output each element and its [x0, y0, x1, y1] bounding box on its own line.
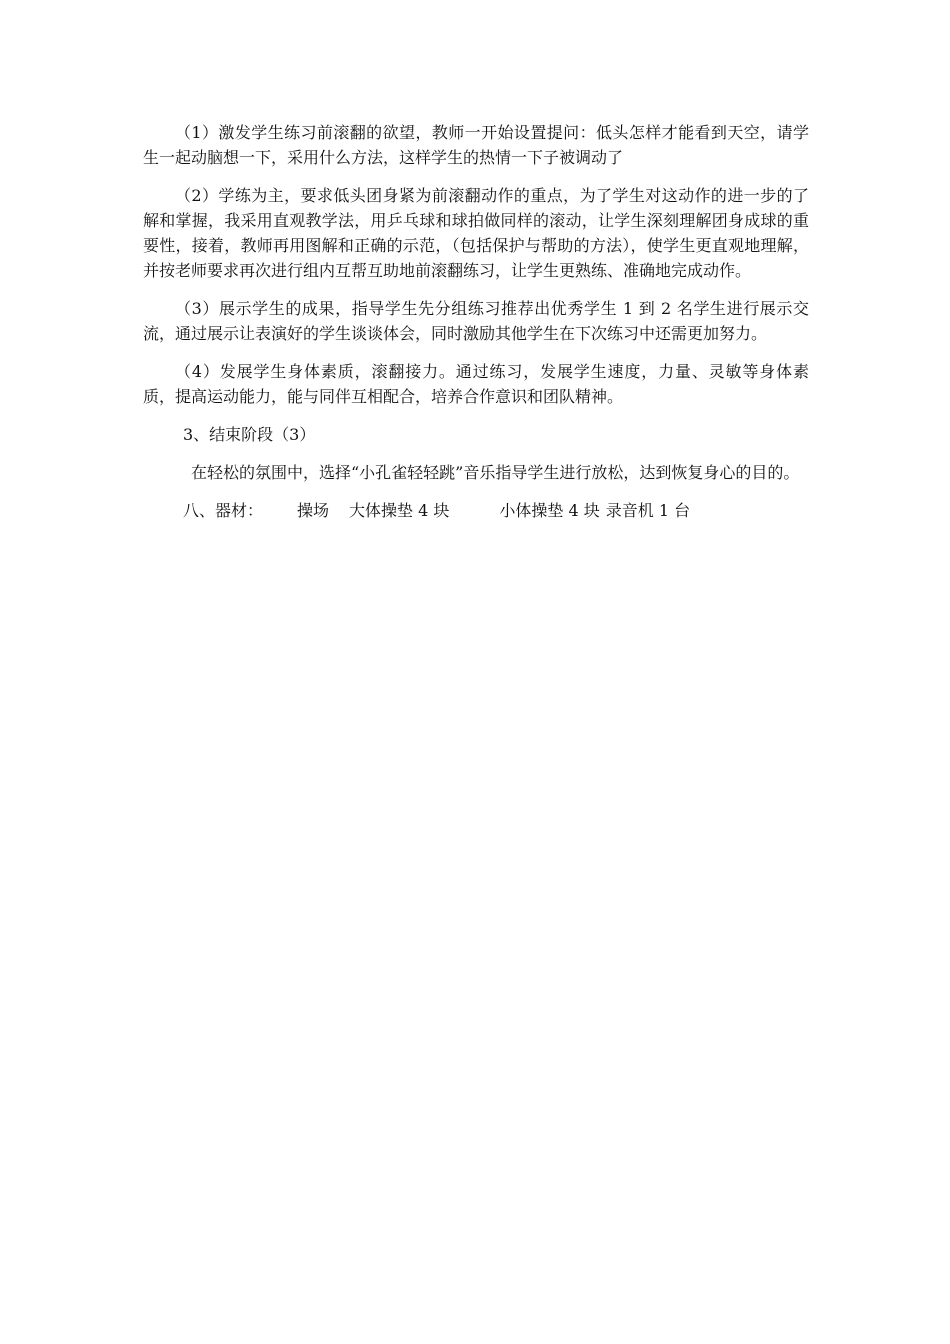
- equipment-label: 八、器材：: [183, 501, 264, 520]
- closing-paragraph: 在轻松的氛围中，选择“小孔雀轻轻跳”音乐指导学生进行放松，达到恢复身心的目的。: [191, 463, 800, 482]
- equipment-item-field: 操场: [297, 501, 330, 520]
- paragraph-3: （3）展示学生的成果，指导学生先分组练习推荐出优秀学生 1 到 2 名学生进行展示交流，通过展示让表演好的学生谈谈体会，同时激励其他学生在下次练习中还需更加努力。: [143, 299, 809, 343]
- paragraph-2: （2）学练为主，要求低头团身紧为前滚翻动作的重点，为了学生对这动作的进一步的了解和掌握，我采用直观教学法，用乒乓球和球拍做同样的滚动，让学生深刻理解团身成球的重要性，接着，教师再用图解和正确的示范，（包括保护与帮助的方法），使学生更直观地理解，并按老师要求再次进行组内互帮互助地前滚翻练习，让学生更熟练、准确地完成动作。: [143, 186, 809, 280]
- equipment-item-small-mat: 小体操垫 4 块: [499, 501, 600, 520]
- equipment-item-recorder: 录音机 1 台: [605, 501, 691, 520]
- equipment-line: [143, 498, 809, 523]
- document-body: [143, 120, 809, 523]
- paragraph-1: （1）激发学生练习前滚翻的欲望，教师一开始设置提问：低头怎样才能看到天空，请学生一起动脑想一下，采用什么方法，这样学生的热情一下子被调动了: [143, 123, 809, 167]
- equipment-item-large-mat: 大体操垫 4 块: [349, 501, 450, 520]
- paragraph-4: （4）发展学生身体素质，滚翻接力。通过练习，发展学生速度，力量、灵敏等身体素质，提高运动能力，能与同伴互相配合，培养合作意识和团队精神。: [143, 362, 809, 406]
- section-heading-closing-stage: 3、结束阶段（3）: [183, 425, 316, 444]
